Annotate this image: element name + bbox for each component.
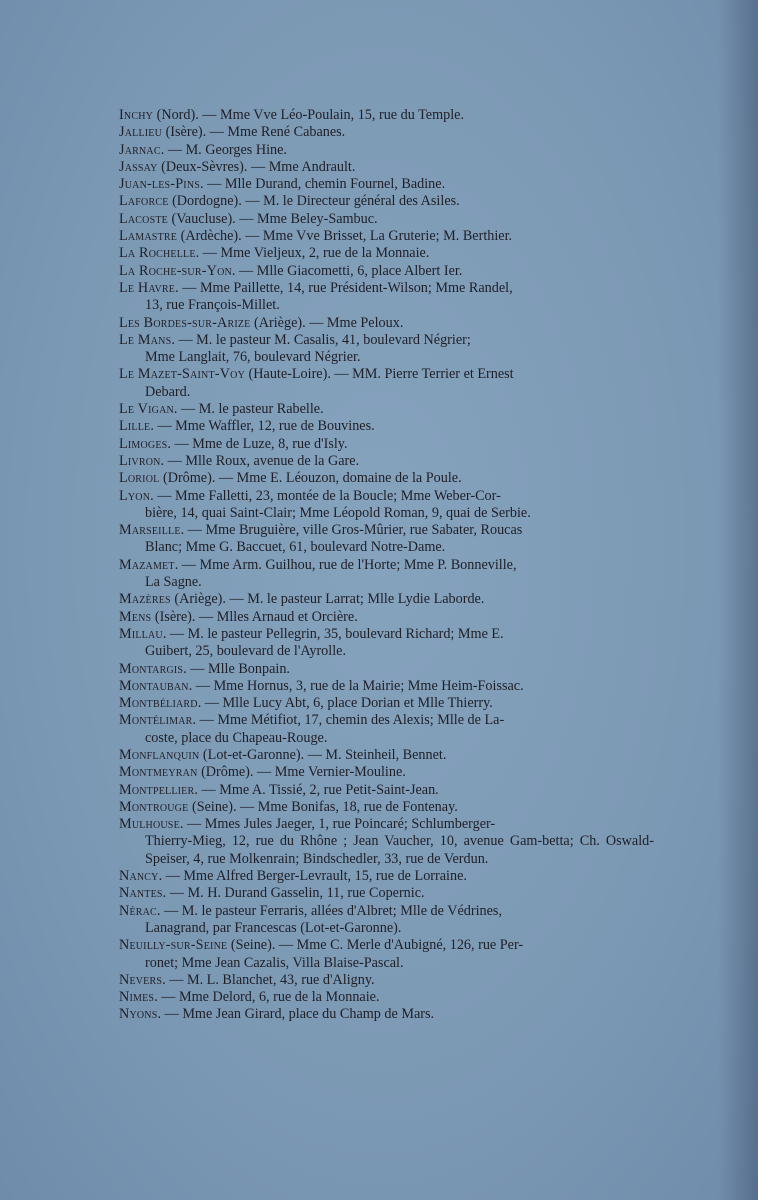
entry-continuation: 13, rue François-Millet. <box>145 297 280 314</box>
list-item <box>119 989 654 1006</box>
place-name: Lille <box>119 418 151 435</box>
list-item <box>119 937 654 972</box>
entry-text: . — Mlle Giacometti, 6, place Albert Ier. <box>231 262 463 279</box>
place-name: Nancy <box>119 868 159 885</box>
entry-continuation: coste, place du Chapeau-Rouge. <box>145 729 328 746</box>
entry-text: (Isère). — Mme René Cabanes. <box>162 124 346 141</box>
entry-text: . — Mme Waffler, 12, rue de Bouvines. <box>150 418 375 435</box>
entry-continuation: bière, 14, quai Saint-Clair; Mme Léopold Roman, 9, quai de Serbie. <box>145 504 531 521</box>
entry-text: . — Mme Hornus, 3, rue de la Mairie; Mme Heim-Foissac. <box>188 677 524 694</box>
place-name: Millau <box>119 625 163 642</box>
entry-text: . — Mlle Bonpain. <box>183 660 290 677</box>
entry-text: (Haute-Loire). — MM. Pierre Terrier et Ernest <box>245 366 514 383</box>
list-item <box>119 280 654 315</box>
list-item <box>119 436 654 453</box>
place-name: Mens <box>119 608 152 625</box>
list-item <box>119 816 654 868</box>
entry-continuation: Debard. <box>145 383 191 400</box>
place-name: Le Havre <box>119 279 176 296</box>
place-name: Limoges <box>119 435 168 452</box>
entry-continuation: Guibert, 25, boulevard de l'Ayrolle. <box>145 643 347 660</box>
place-name: Nérac <box>119 902 157 919</box>
list-item <box>119 418 654 435</box>
place-name: Nimes <box>119 989 155 1006</box>
place-name: Le Mans <box>119 331 172 348</box>
entry-text: (Lot-et-Garonne). — M. Steinheil, Bennet. <box>199 746 447 763</box>
entry-text: (Deux-Sèvres). — Mme Andrault. <box>157 158 356 175</box>
place-name: Nantes <box>119 885 163 902</box>
list-item <box>119 764 654 781</box>
list-item <box>119 245 654 262</box>
list-item <box>119 315 654 332</box>
list-item <box>119 522 654 557</box>
entry-text: (Ariège). — M. le pasteur Larrat; Mlle Lydie Laborde. <box>170 591 485 608</box>
place-name: Mazamet <box>119 556 175 573</box>
list-item <box>119 591 654 608</box>
place-name: Laforce <box>119 193 169 210</box>
list-item <box>119 695 654 712</box>
place-name: Lyon <box>119 487 151 504</box>
list-item <box>119 401 654 418</box>
entry-text: . — Mme Vieljeux, 2, rue de la Monnaie. <box>195 245 430 262</box>
place-name: Jassay <box>119 158 158 175</box>
list-item <box>119 228 654 245</box>
place-name: Lacoste <box>119 210 168 227</box>
entry-text: (Drôme). — Mme E. Léouzon, domaine de la Poule. <box>159 470 462 487</box>
place-name: Montmeyran <box>119 764 198 781</box>
place-name: Livron <box>119 452 161 469</box>
place-name: Le Mazet-Saint-Voy <box>119 366 245 383</box>
list-item <box>119 107 654 124</box>
entry-text: (Ardèche). — Mme Vve Brisset, La Gruterie; M. Berthier. <box>177 228 513 245</box>
list-item <box>119 124 654 141</box>
place-name: Montbéliard <box>119 695 198 712</box>
entry-text: . — Mme Delord, 6, rue de la Monnaie. <box>154 989 380 1006</box>
list-item <box>119 1006 654 1023</box>
entry-text: . — M. le pasteur Rabelle. <box>173 401 324 418</box>
place-name: Lamastre <box>119 228 178 245</box>
entry-text: (Seine). — Mme C. Merle d'Aubigné, 126, rue Per- <box>227 937 524 954</box>
place-name: Jarnac <box>119 141 161 158</box>
place-name: Monflanquin <box>119 746 200 763</box>
place-name: Marseille <box>119 522 181 539</box>
entry-text: . — M. le pasteur M. Casalis, 41, boulevard Négrier; <box>171 331 471 348</box>
list-item <box>119 678 654 695</box>
entry-text: (Isère). — Mlles Arnaud et Orcière. <box>151 608 358 625</box>
list-item <box>119 470 654 487</box>
entry-text: . — Mme de Luze, 8, rue d'Isly. <box>167 435 348 452</box>
list-item <box>119 557 654 592</box>
place-name: Mulhouse <box>119 816 180 833</box>
entry-text: . — M. le pasteur Ferraris, allées d'Albret; Mlle de Védrines, <box>156 902 502 919</box>
entry-text: . — Mlle Durand, chemin Fournel, Badine. <box>200 176 446 193</box>
entry-text: . — Mme Falletti, 23, montée de la Boucle; Mme Weber-Cor- <box>150 487 501 504</box>
place-name: Montargis <box>119 660 184 677</box>
list-item <box>119 885 654 902</box>
entry-text: (Ariège). — Mme Peloux. <box>250 314 404 331</box>
list-item <box>119 799 654 816</box>
place-name: Jallieu <box>119 124 163 141</box>
place-name: Juan-les-Pins <box>119 176 201 193</box>
entry-text: . — Mme Paillette, 14, rue Président-Wilson; Mme Randel, <box>175 279 513 296</box>
entry-text: (Vaucluse). — Mme Beley-Sambuc. <box>167 210 378 227</box>
entry-text: . — Mme Alfred Berger-Levrault, 15, rue de Lorraine. <box>158 868 467 885</box>
entry-text: (Dordogne). — M. le Directeur général des Asiles. <box>168 193 460 210</box>
place-name: Les Bordes-sur-Arize <box>119 314 251 331</box>
list-item <box>119 332 654 367</box>
list-item <box>119 211 654 228</box>
list-item <box>119 159 654 176</box>
entry-continuation: ronet; Mme Jean Cazalis, Villa Blaise-Pascal. <box>145 954 404 971</box>
place-name: Montrouge <box>119 798 189 815</box>
list-item <box>119 712 654 747</box>
list-item <box>119 263 654 280</box>
entry-continuation: Mme Langlait, 76, boulevard Négrier. <box>145 349 361 366</box>
list-item <box>119 453 654 470</box>
list-item <box>119 366 654 401</box>
list-item <box>119 868 654 885</box>
entry-text: . — M. L. Blanchet, 43, rue d'Aligny. <box>162 971 375 988</box>
entry-text: . — Mme Bruguière, ville Gros-Mûrier, rue Sabater, Roucas <box>180 522 523 539</box>
entry-continuation: Blanc; Mme G. Baccuet, 61, boulevard Notre-Dame. <box>145 539 446 556</box>
place-name: Mazères <box>119 591 171 608</box>
list-item <box>119 193 654 210</box>
entry-text: . — M. le pasteur Pellegrin, 35, boulevard Richard; Mme E. <box>162 625 504 642</box>
entry-text: (Drôme). — Mme Vernier-Mouline. <box>197 764 406 781</box>
entry-text: (Nord). — Mme Vve Léo-Poulain, 15, rue du Temple. <box>153 107 465 123</box>
list-item <box>119 661 654 678</box>
place-name: Le Vigan <box>119 401 174 418</box>
entry-text: . — Mlle Lucy Abt, 6, place Dorian et Mlle Thierry. <box>197 695 493 712</box>
entry-continuation: Thierry-Mieg, 12, rue du Rhône ; Jean Vaucher, 10, avenue Gam-betta; Ch. Oswald-Speiser, 4, rue Molkenrain; Bindschedler, 33, rue de Verdun. <box>145 833 654 867</box>
place-name: Loriol <box>119 470 160 487</box>
entry-text: . — M. Georges Hine. <box>160 141 287 158</box>
entry-text: . — M. H. Durand Gasselin, 11, rue Copernic. <box>162 885 425 902</box>
list-item <box>119 747 654 764</box>
entry-text: (Seine). — Mme Bonifas, 18, rue de Fontenay. <box>188 798 458 815</box>
place-name: La Rochelle <box>119 245 196 262</box>
entry-text: . — Mme Arm. Guilhou, rue de l'Horte; Mme P. Bonneville, <box>174 556 517 573</box>
place-name: Montauban <box>119 677 189 694</box>
list-item <box>119 609 654 626</box>
entry-continuation: Lanagrand, par Francescas (Lot-et-Garonne). <box>145 919 402 936</box>
place-name: Montpellier <box>119 781 195 798</box>
list-item <box>119 488 654 523</box>
place-name: Montélimar <box>119 712 193 729</box>
place-name: La Roche-sur-Yon <box>119 262 232 279</box>
place-name: Neuilly-sur-Seine <box>119 937 228 954</box>
list-item <box>119 626 654 661</box>
entry-text: . — Mlle Roux, avenue de la Gare. <box>160 452 360 469</box>
entry-continuation: La Sagne. <box>145 574 202 591</box>
entry-text: . — Mme Jean Girard, place du Champ de Mars. <box>157 1006 435 1023</box>
address-list <box>119 107 654 1024</box>
place-name: Nyons <box>119 1006 158 1023</box>
list-item <box>119 142 654 159</box>
entry-text: . — Mme A. Tissié, 2, rue Petit-Saint-Jean. <box>194 781 439 798</box>
list-item <box>119 903 654 938</box>
list-item <box>119 176 654 193</box>
place-name: Inchy <box>119 107 154 123</box>
entry-text: . — Mmes Jules Jaeger, 1, rue Poincaré; Schlumberger- <box>179 816 496 833</box>
list-item <box>119 782 654 799</box>
entry-text: . — Mme Métifiot, 17, chemin des Alexis; Mlle de La- <box>192 712 505 729</box>
place-name: Nevers <box>119 971 163 988</box>
list-item <box>119 972 654 989</box>
